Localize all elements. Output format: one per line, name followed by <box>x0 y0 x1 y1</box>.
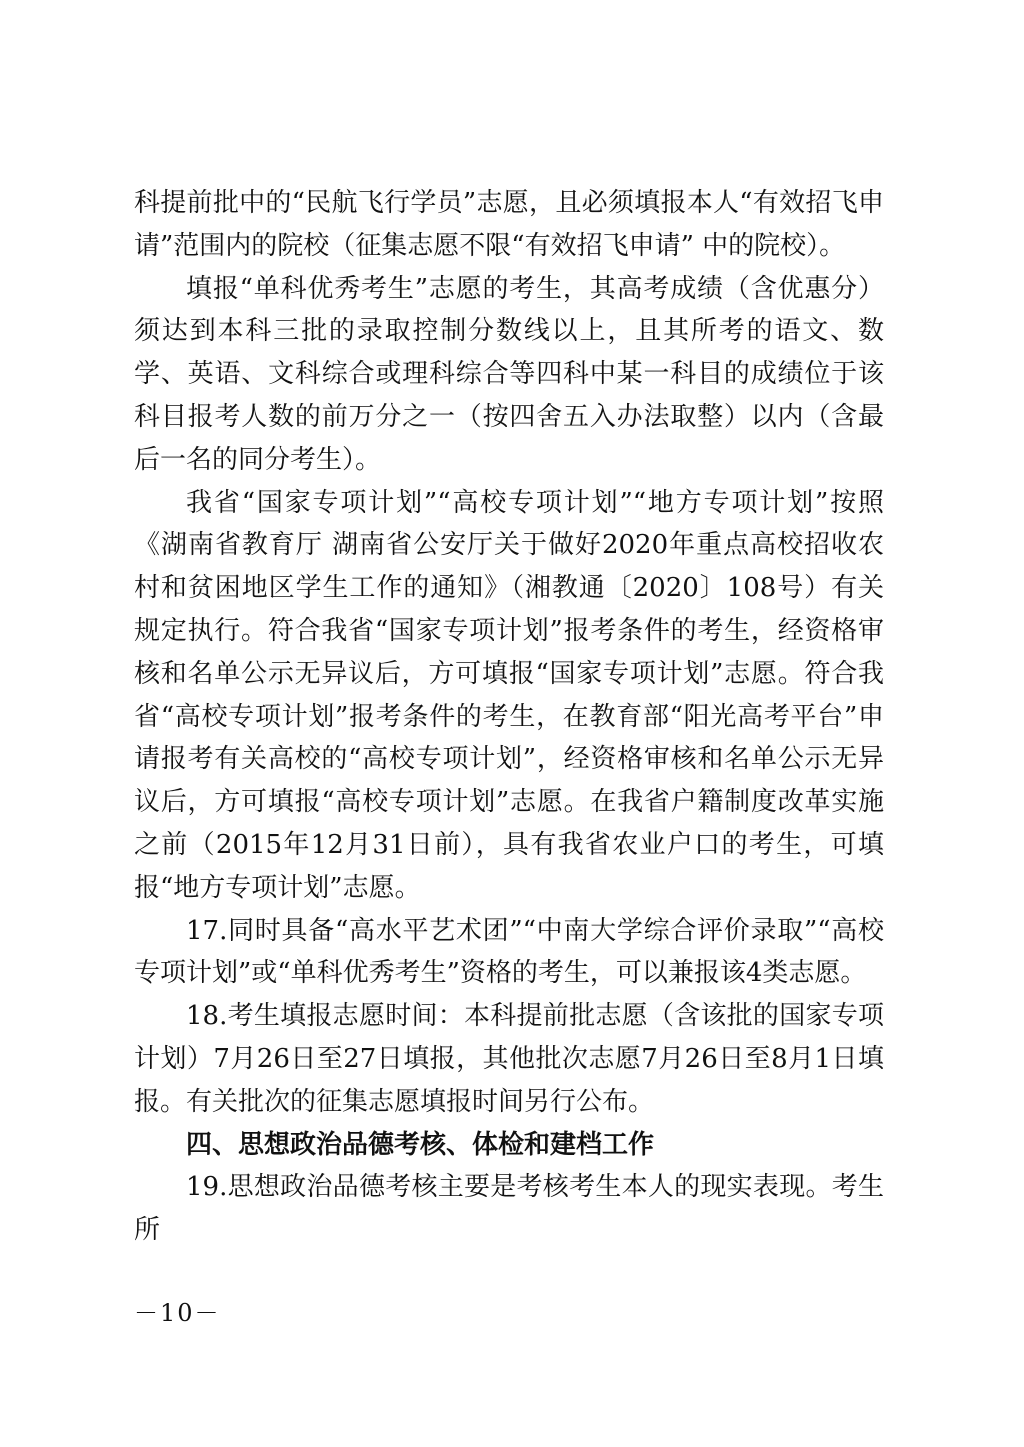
page-number: －10－ <box>134 1299 221 1327</box>
paragraph-continued: 科提前批中的“民航飞行学员”志愿，且必须填报本人“有效招飞申请”范围内的院校（征集志愿不限“有效招飞申请” 中的院校）。 <box>134 188 884 261</box>
paragraph-item-17: 17.同时具备“高水平艺术团”“中南大学综合评价录取”“高校专项计划”或“单科优秀考生”资格的考生，可以兼报该4类志愿。 <box>134 915 884 989</box>
paragraph-item-19: 19.思想政治品德考核主要是考核考生本人的现实表现。考生所 <box>134 1172 884 1246</box>
paragraph-special-plans: 我省“国家专项计划”“高校专项计划”“地方专项计划”按照《湖南省教育厅 湖南省公安厅关于做好2020年重点高校招收农村和贫困地区学生工作的通知》（湘教通〔2020〕108号）有关规定执行。符合我省“国家专项计划”报考条件的考生，经资格审核和名单公示无异议后，方可填报“国家专项计划”志愿。符合我省“高校专项计划”报考条件的考生，在教育部“阳光高考平台”申请报考有关高校的“高校专项计划”，经资格审核和名单公示无异议后，方可填报“高校专项计划”志愿。在我省户籍制度改革实施之前（2015年12月31日前），具有我省农业户口的考生，可填报“地方专项计划”志愿。 <box>134 487 884 903</box>
document-body <box>134 182 884 1252</box>
paragraph-single-subject-excellent: 填报“单科优秀考生”志愿的考生，其高考成绩（含优惠分）须达到本科三批的录取控制分数线以上，且其所考的语文、数学、英语、文科综合或理科综合等四科中某一科目的成绩位于该科目报考人数的前万分之一（按四舍五入办法取整）以内（含最后一名的同分考生）。 <box>134 273 884 475</box>
paragraph-item-18: 18.考生填报志愿时间：本科提前批志愿（含该批的国家专项计划）7月26日至27日填报，其他批次志愿7月26日至8月1日填报。有关批次的征集志愿填报时间另行公布。 <box>134 1001 884 1117</box>
section-heading: 四、思想政治品德考核、体检和建档工作 <box>186 1129 655 1160</box>
